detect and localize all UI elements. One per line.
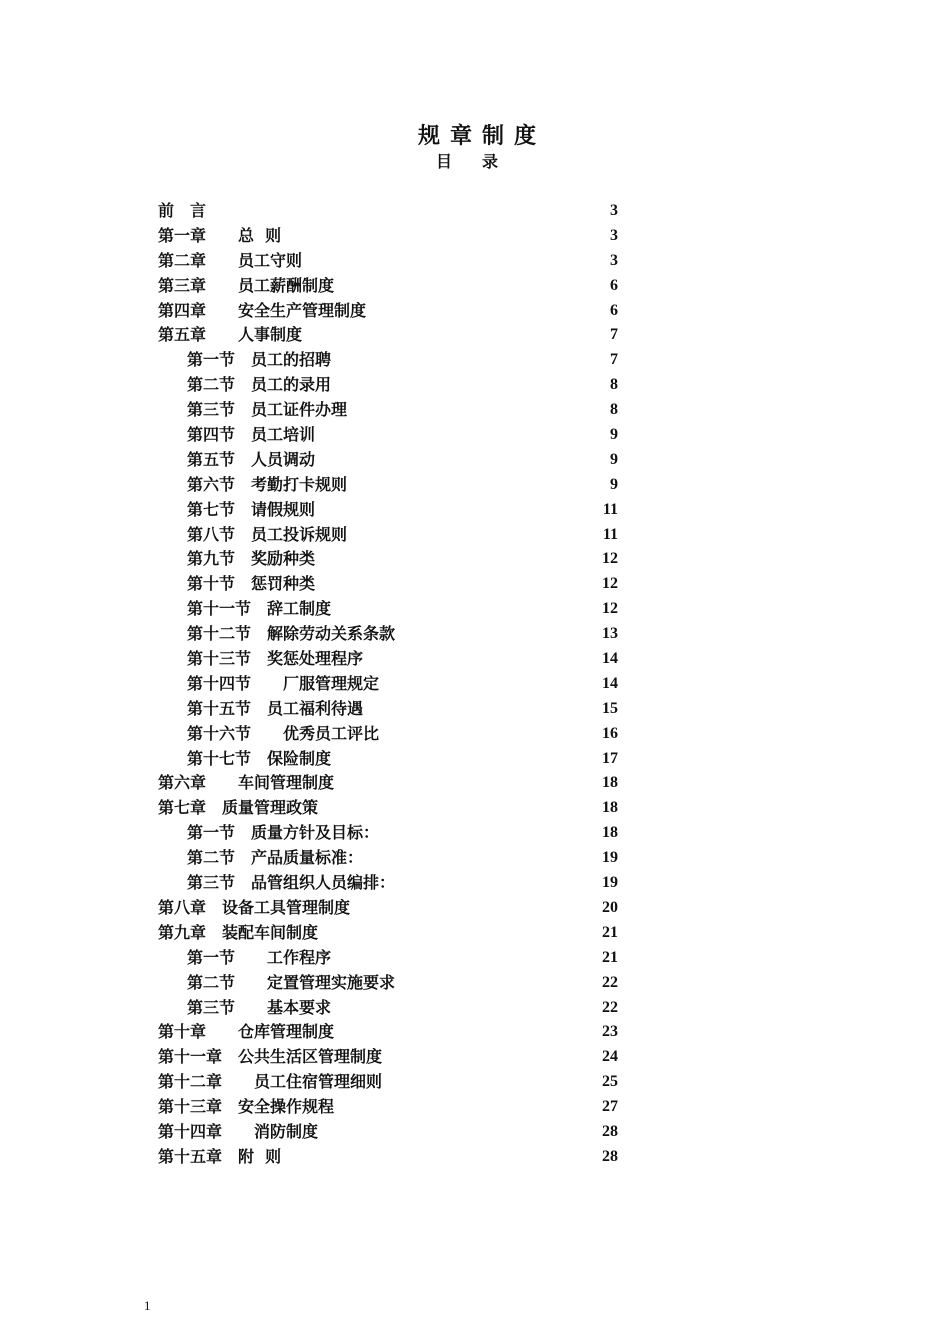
toc-entry-label: 第一节 员工的招聘 [187,350,332,370]
toc-entry-label: 第十二节 解除劳动关系条款 [187,624,396,644]
toc-entry-label: 第九章 装配车间制度 [158,922,319,942]
toc-entry-page-number: 9 [610,450,618,468]
toc-entry-label: 第十节 惩罚种类 [187,574,316,594]
toc-chapter-entry[interactable] [158,771,620,796]
toc-entry-page-number: 25 [602,1073,618,1091]
toc-section-entry[interactable] [158,821,620,846]
toc-entry-page-number: 19 [602,849,618,867]
toc-entry-label: 第十五节 员工福利待遇 [187,698,364,718]
toc-entry-label: 第五章 人事制度 [158,325,303,345]
toc-entry-page-number: 12 [602,550,618,568]
toc-entry-label: 第十三节 奖惩处理程序 [187,649,364,669]
toc-chapter-entry[interactable] [158,796,620,821]
toc-chapter-entry[interactable] [158,1045,620,1070]
toc-entry-label: 第八节 员工投诉规则 [187,524,348,544]
toc-section-entry[interactable] [158,473,620,498]
toc-entry-page-number: 24 [602,1048,618,1066]
toc-entry-label: 第四章 安全生产管理制度 [158,300,367,320]
toc-entry-label: 第十一章 公共生活区管理制度 [158,1047,383,1067]
toc-entry-label: 第六章 车间管理制度 [158,773,335,793]
toc-entry-label: 第二章 员工守则 [158,250,303,270]
toc-chapter-entry[interactable] [158,896,620,921]
toc-entry-page-number: 9 [610,475,618,493]
toc-entry-page-number: 9 [610,426,618,444]
toc-chapter-entry[interactable] [158,1145,620,1170]
toc-section-entry[interactable] [158,572,620,597]
toc-entry-page-number: 13 [602,625,618,643]
toc-entry-page-number: 3 [610,251,618,269]
toc-entry-label: 第十一节 辞工制度 [187,599,332,619]
toc-entry-label: 第七节 请假规则 [187,499,316,519]
toc-section-entry[interactable] [158,547,620,572]
toc-section-entry[interactable] [158,622,620,647]
toc-entry-page-number: 21 [602,948,618,966]
toc-entry-label: 第七章 质量管理政策 [158,798,319,818]
toc-chapter-entry[interactable] [158,274,620,299]
toc-entry-label: 第八章 设备工具管理制度 [158,897,351,917]
toc-section-entry[interactable] [158,971,620,996]
toc-entry-page-number: 18 [602,799,618,817]
toc-entry-label: 第十章 仓库管理制度 [158,1022,335,1042]
toc-entry-page-number: 20 [602,898,618,916]
toc-entry-label: 第十三章 安全操作规程 [158,1097,335,1117]
toc-entry-label: 第一节 质量方针及目标： [187,823,380,843]
toc-entry-page-number: 15 [602,699,618,717]
toc-chapter-entry[interactable] [158,224,620,249]
toc-entry-label: 第二节 产品质量标准： [187,848,364,868]
toc-entry-label: 第十四节 厂服管理规定 [187,673,380,693]
toc-entry-page-number: 11 [602,525,618,543]
toc-section-entry[interactable] [158,946,620,971]
toc-section-entry[interactable] [158,523,620,548]
toc-chapter-entry[interactable] [158,1070,620,1095]
toc-entry-page-number: 7 [610,351,618,369]
toc-section-entry[interactable] [158,846,620,871]
toc-entry-page-number: 28 [602,1122,618,1140]
toc-entry-page-number: 3 [610,202,618,219]
toc-chapter-entry[interactable] [158,921,620,946]
toc-entry-label: 第三节 品管组织人员编排： [187,873,396,893]
toc-section-entry[interactable] [158,448,620,473]
toc-entry-label: 第十四章 消防制度 [158,1121,319,1141]
toc-entry-page-number: 18 [602,774,618,792]
toc-entry-label: 第二节 定置管理实施要求 [187,972,396,992]
toc-entry-page-number: 3 [610,226,618,244]
toc-entry-page-number: 6 [610,301,618,319]
toc-entry-page-number: 23 [602,1023,618,1041]
toc-chapter-entry[interactable] [158,323,620,348]
toc-entry-page-number: 8 [610,401,618,419]
toc-chapter-entry[interactable] [158,1020,620,1045]
toc-entry-label: 第一节 工作程序 [187,947,332,967]
toc-entry-page-number: 14 [602,650,618,668]
toc-section-entry[interactable] [158,348,620,373]
toc-chapter-entry[interactable] [158,1095,620,1120]
table-of-contents [158,199,620,1170]
toc-entry-page-number: 7 [610,326,618,344]
toc-entry-page-number: 19 [602,874,618,892]
toc-entry-page-number: 16 [602,724,618,742]
toc-section-entry[interactable] [158,722,620,747]
toc-section-entry[interactable] [158,996,620,1021]
toc-entry-label: 第四节 员工培训 [187,425,316,445]
toc-section-entry[interactable] [158,423,620,448]
toc-chapter-entry[interactable] [158,1120,620,1145]
toc-chapter-entry[interactable] [158,199,620,224]
toc-entry-page-number: 28 [602,1147,618,1165]
toc-entry-label: 第十七节 保险制度 [187,748,332,768]
toc-entry-label: 第十六节 优秀员工评比 [187,723,380,743]
toc-section-entry[interactable] [158,697,620,722]
toc-entry-page-number: 22 [602,998,618,1016]
toc-entry-page-number: 22 [602,973,618,991]
toc-entry-label: 第五节 人员调动 [187,449,316,469]
toc-entry-page-number: 11 [602,500,618,518]
toc-entry-page-number: 8 [610,376,618,394]
toc-entry-label: 第六节 考勤打卡规则 [187,474,348,494]
toc-entry-page-number: 27 [602,1098,618,1116]
toc-entry-page-number: 18 [602,824,618,842]
toc-entry-label: 第三章 员工薪酬制度 [158,275,335,295]
toc-entry-label: 第十二章 员工住宿管理细则 [158,1072,383,1092]
toc-section-entry[interactable] [158,398,620,423]
toc-entry-label: 第三节 基本要求 [187,997,332,1017]
toc-entry-page-number: 17 [602,749,618,767]
toc-section-entry[interactable] [158,871,620,896]
toc-heading: 目录 [435,152,528,171]
toc-chapter-entry[interactable] [158,249,620,274]
document-title: 规章制度 [417,124,546,149]
toc-section-entry[interactable] [158,747,620,772]
toc-entry-page-number: 14 [602,674,618,692]
toc-section-entry[interactable] [158,647,620,672]
toc-chapter-entry[interactable] [158,299,620,324]
toc-entry-label: 第二节 员工的录用 [187,375,332,395]
toc-section-entry[interactable] [158,373,620,398]
toc-entry-page-number: 21 [602,923,618,941]
toc-entry-page-number: 12 [602,575,618,593]
toc-entry-page-number: 12 [602,600,618,618]
toc-section-entry[interactable] [158,672,620,697]
toc-section-entry[interactable] [158,597,620,622]
toc-entry-label: 第十五章 附 则 [158,1146,282,1166]
toc-entry-label: 第一章 总 则 [158,225,282,245]
toc-entry-page-number: 6 [610,276,618,294]
toc-section-entry[interactable] [158,498,620,523]
toc-entry-label: 前 言 [158,201,207,220]
toc-entry-label: 第九节 奖励种类 [187,549,316,569]
toc-entry-label: 第三节 员工证件办理 [187,400,348,420]
footer-page-number: 1 [144,1298,151,1313]
